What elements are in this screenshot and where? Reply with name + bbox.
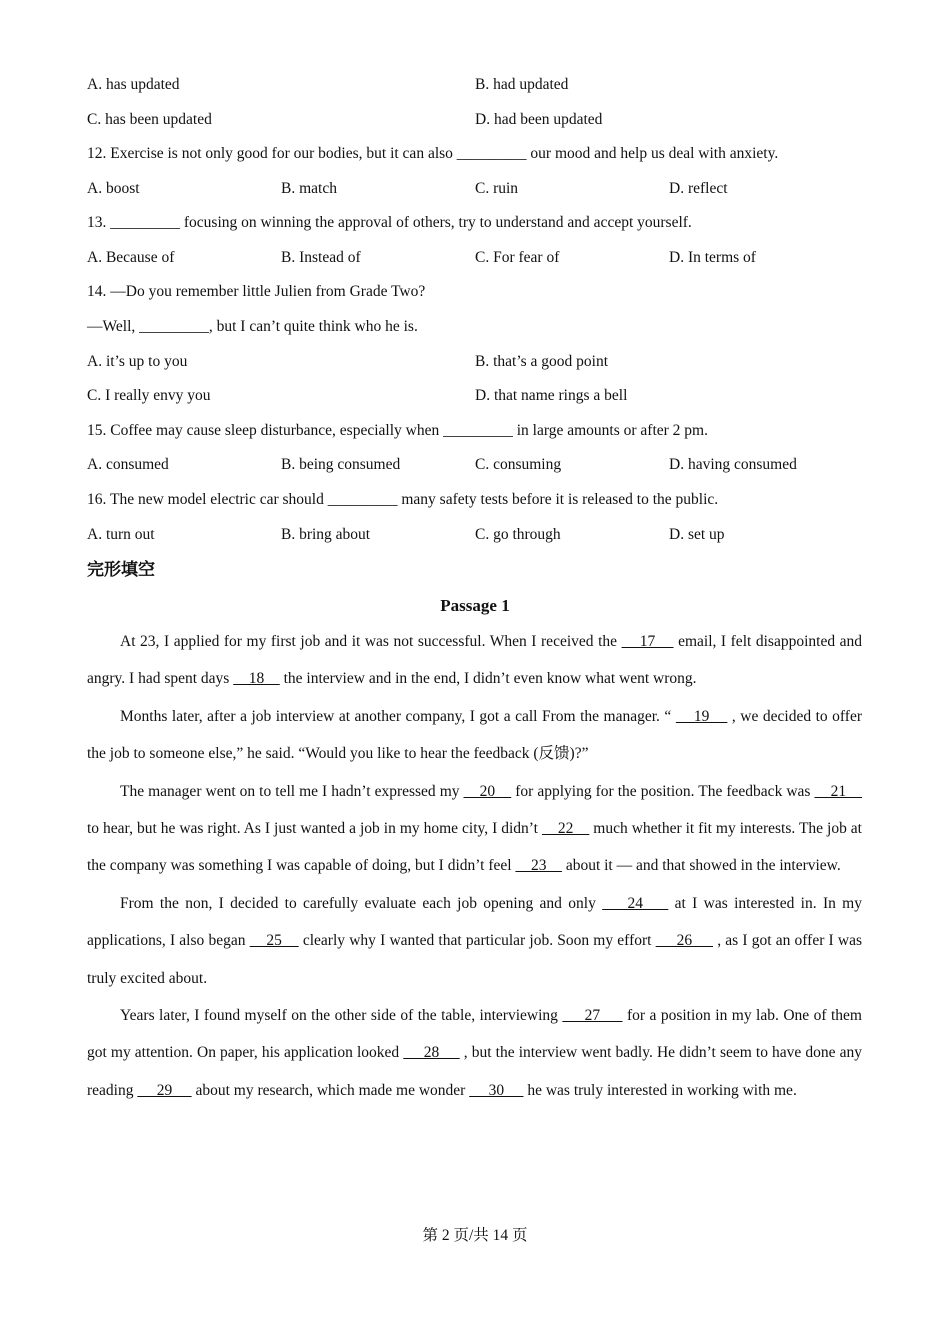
blank-17: 17 — [621, 633, 674, 650]
q16-option-d: D. set up — [669, 526, 725, 543]
blank-27: 27 — [562, 1007, 623, 1025]
q11-option-d: D. had been updated — [475, 111, 603, 128]
blank-26: 26 — [655, 932, 714, 950]
q12-options — [87, 178, 867, 200]
q16-options — [87, 524, 867, 546]
q13-option-a: A. Because of — [87, 249, 175, 266]
q15-options — [87, 454, 867, 476]
q13-option-d: D. In terms of — [669, 249, 756, 266]
blank-18: 18 — [233, 670, 280, 688]
blank-28: 28 — [403, 1044, 460, 1062]
q12-option-a: A. boost — [87, 180, 140, 197]
passage-body — [87, 623, 862, 1109]
q16-option-b: B. bring about — [281, 526, 371, 543]
passage-paragraph-1: At 23, I applied for my first job and it was not successful. When I received the 17 email, I felt disappointed and angry. I had spent days 18 the interview and in the end, I didn’t even know what went wrong. — [87, 633, 863, 688]
q11-option-a: A. has updated — [87, 76, 180, 93]
q13-option-b: B. Instead of — [281, 249, 361, 266]
passage-paragraph-3: The manager went on to tell me I hadn’t expressed my 20 for applying for the position. The feedback was 21 to hear, but he was right. As I just wanted a job in my home city, I didn’t 22 much whether it fit my interests. The job at the company was something I was capable of doing, but I didn’t feel 23 about it — and that showed in the interview. — [87, 782, 863, 875]
q12-option-d: D. reflect — [669, 180, 728, 197]
passage-paragraph-4: From the non, I decided to carefully evaluate each job opening and only 24 at I was interested in. In my applications, I also began 25 clearly why I wanted that particular job. Soon my effort 26 , as I got an offer I was truly excited about. — [87, 894, 862, 987]
page-footer: 第 2 页/共 14 页 — [422, 1227, 528, 1244]
q11-options-row-2 — [87, 109, 867, 131]
q13-option-c: C. For fear of — [475, 249, 560, 266]
q11-option-c: C. has been updated — [87, 111, 212, 128]
blank-25: 25 — [249, 932, 299, 950]
blank-22: 22 — [541, 820, 590, 838]
q14-stem-reply: —Well, _________, but I can’t quite think who he is. — [87, 318, 418, 335]
q14-options-row-1 — [87, 351, 867, 373]
blank-23: 23 — [515, 857, 562, 875]
q12-option-c: C. ruin — [475, 180, 519, 197]
q14-options-row-2 — [87, 385, 867, 407]
passage-title: Passage 1 — [440, 596, 510, 615]
section-title: 完形填空 — [87, 560, 155, 580]
q16-stem: 16. The new model electric car should _________ many safety tests before it is released to the public. — [87, 491, 719, 508]
blank-21: 21 — [814, 782, 863, 800]
blank-19: 19 — [675, 707, 728, 725]
passage-paragraph-5: Years later, I found myself on the other side of the table, interviewing 27 for a position in my lab. One of them got my attention. On paper, his application looked 28 , but the interview went badly. He didn’t seem to have done any reading 29 about my research, which made me wonder 30 he was truly interested in working with me. — [87, 1007, 863, 1099]
q15-option-c: C. consuming — [475, 456, 562, 473]
blank-29: 29 — [137, 1081, 192, 1099]
q14-option-d: D. that name rings a bell — [475, 387, 628, 404]
q14-option-c: C. I really envy you — [87, 387, 211, 404]
q14-stem: 14. —Do you remember little Julien from Grade Two? — [87, 283, 426, 300]
q12-stem: 12. Exercise is not only good for our bodies, but it can also _________ our mood and help us deal with anxiety. — [87, 145, 779, 162]
q11-option-b: B. had updated — [475, 76, 569, 93]
q13-stem: 13. _________ focusing on winning the approval of others, try to understand and accept yourself. — [87, 214, 692, 231]
q15-option-b: B. being consumed — [281, 456, 401, 473]
q14-option-a: A. it’s up to you — [87, 353, 188, 370]
blank-20: 20 — [463, 782, 512, 800]
q12-option-b: B. match — [281, 180, 337, 197]
q16-option-c: C. go through — [475, 526, 561, 543]
q16-option-a: A. turn out — [87, 526, 155, 543]
passage-paragraph-2: Months later, after a job interview at another company, I got a call From the manager. “ 19 , we decided to offer the job to someone else,” he said. “Would you like to hear the feedback (反馈)?” — [87, 707, 862, 763]
q15-stem: 15. Coffee may cause sleep disturbance, especially when _________ in large amounts or after 2 pm. — [87, 422, 708, 439]
blank-30: 30 — [469, 1081, 524, 1099]
q13-options — [87, 247, 867, 269]
q11-options-row-1 — [87, 74, 867, 96]
blank-24: 24 — [602, 894, 669, 912]
q15-option-d: D. having consumed — [669, 456, 797, 473]
q15-option-a: A. consumed — [87, 456, 169, 473]
q14-option-b: B. that’s a good point — [475, 353, 609, 370]
